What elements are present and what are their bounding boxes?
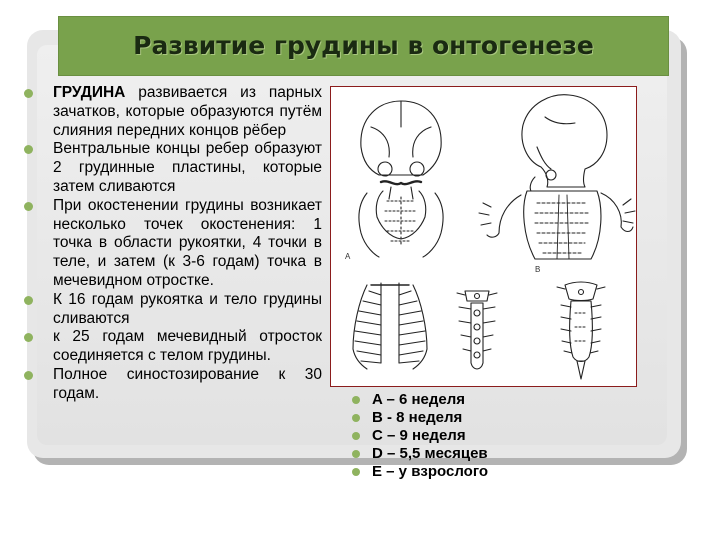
bullet-dot-icon [24,333,33,342]
legend-item [346,427,596,445]
legend-item [346,463,596,481]
bullet-dot-icon [352,468,360,476]
bullet-list [22,84,322,404]
sternum-illustration [331,87,636,386]
legend-item [346,409,596,427]
legend-item [346,391,596,409]
bullet-text: К 16 годам рукоятка и тело грудины сливаются [53,290,322,327]
panel-label-b: B [535,265,541,274]
stage-legend [346,391,596,481]
bullet-item [22,84,322,140]
bullet-dot-icon [24,145,33,154]
bullet-item [22,291,322,329]
sternum-d-drawing [457,291,497,369]
legend-text: E – у взрослого [372,463,489,480]
legend-text: C – 9 неделя [372,427,466,444]
bullet-dot-icon [352,432,360,440]
slide-title: Развитие грудины в онтогенезе [133,31,594,60]
sternum-development-figure [330,86,637,387]
legend-text: B - 8 неделя [372,409,463,426]
bullet-item [22,328,322,366]
bullet-lead: ГРУДИНА [53,84,126,101]
bullet-text: Полное синостозирование к 30 годам. [53,365,322,402]
embryo-b-drawing [479,95,635,259]
bullet-text: При окостенении грудины возникает несколько точек окостенения: 1 точка в области рукоятки, 4 точки в теле, и затем (к 3-6 годам) точка в мечевидном отростке. [53,196,322,289]
sternum-e-drawing [557,282,605,379]
legend-text: A – 6 неделя [372,391,466,408]
bullet-text: развивается из парных зачатков, которые образуются путём слияния передних концов рёбер [53,84,322,139]
bullet-dot-icon [352,396,360,404]
bullet-dot-icon [352,414,360,422]
bullet-dot-icon [352,450,360,458]
bullet-item [22,366,322,404]
bullet-dot-icon [24,296,33,305]
bullet-item [22,140,322,196]
legend-text: D – 5,5 месяцев [372,445,488,462]
bullet-dot-icon [24,202,33,211]
embryo-a-drawing [359,101,443,257]
bullet-dot-icon [24,89,33,98]
rib-cage-c-drawing [353,283,427,369]
bullet-text: Вентральные концы ребер образуют 2 грудинные пластины, которые затем сливаются [53,140,322,195]
bullet-text: к 25 годам мечевидный отросток соединяется с телом грудины. [53,328,322,365]
bullet-item [22,197,322,291]
legend-item [346,445,596,463]
bullet-dot-icon [24,371,33,380]
panel-label-a: A [345,252,351,261]
